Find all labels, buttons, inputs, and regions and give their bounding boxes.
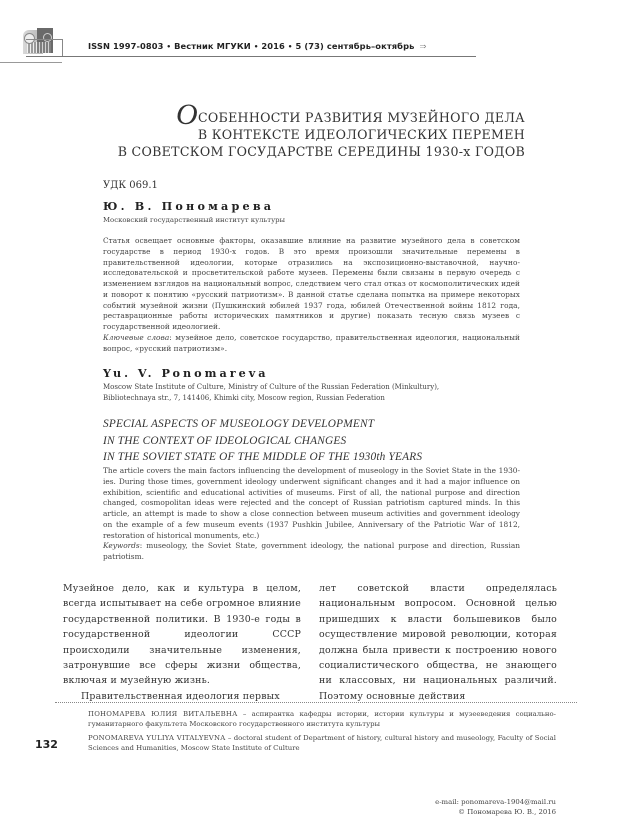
- title-line: В КОНТЕКСТЕ ИДЕОЛОГИЧЕСКИХ ПЕРЕМЕН: [197, 127, 525, 142]
- body-column-right: [319, 581, 557, 704]
- header-rule: [26, 56, 476, 57]
- article-title-en: [103, 416, 422, 466]
- affiliation-line: Bibliotechnaya str., 7, 141406, Khimki city, Moscow region, Russian Federation: [103, 394, 385, 402]
- keywords-ru: [103, 333, 520, 355]
- logo-underline: [0, 62, 62, 63]
- abstract-en: [103, 466, 520, 563]
- year: 2016: [261, 41, 285, 51]
- author-note-en: [88, 733, 556, 754]
- body-column-left: [63, 581, 301, 704]
- udk-code: УДК 069.1: [103, 180, 158, 191]
- author-name-en: Yu. V. Ponomareva: [103, 366, 269, 380]
- author-name-ru: Ю. В. Пономарева: [103, 199, 275, 213]
- title-line: СОБЕННОСТИ РАЗВИТИЯ МУЗЕЙНОГО ДЕЛА: [197, 110, 525, 125]
- paragraph: лет советской власти определялась национальным вопросом. Основной целью пришедших к власти большевиков было осуществление мировой революции, которая должна была привести к построению нового социалистического общества, не знающего ни классовых, ни национальных различий. Поэтому основные действия: [319, 583, 557, 702]
- footnote-divider: [55, 702, 577, 703]
- contact-block: [435, 797, 556, 817]
- affiliation-line: Moscow State Institute of Culture, Ministry of Culture of the Russian Federation (Minkultury),: [103, 383, 440, 391]
- paragraph: Музейное дело, как и культура в целом, всегда испытывает на себе огромное влияние государственной политики. В 1930-е годы в государственной идеологии СССР происходили значительные изменения, затронувшие все сферы жизни общества, включая и музейную жизнь.: [63, 583, 301, 687]
- issue: 5 (73) сентябрь–октябрь: [295, 41, 415, 51]
- note-text: – аспирантка кафедры истории, истории культуры и музееведения социально-гуманитарного факультета Московского государственного института культуры: [88, 710, 556, 729]
- keywords-label: Keywords: [103, 541, 140, 551]
- author-notes: [88, 709, 556, 756]
- paragraph: Правительственная идеология первых: [81, 690, 280, 702]
- keywords-text: : музейное дело, советское государство, правительственная идеология, национальный вопрос, «русский патриотизм».: [103, 332, 520, 353]
- title-line: IN THE SOVIET STATE OF THE MIDDLE OF THE 1930th YEARS: [103, 451, 423, 463]
- running-header: [88, 41, 427, 51]
- separator: •: [253, 43, 259, 51]
- abstract-text: Статья освещает основные факторы, оказавшие влияние на развитие музейного дела в советском государстве в период 1930-х годов. В это время произошли значительные перемены в правительственной идеологии, которые отразились на экспозиционно-выставочной, научно-исследовательской и просветительской работе музеев. Перемены были связаны в первую очередь с изменением взглядов на национальный вопрос, следствием чего стал отказ от космополитических идей и поворот к понятию «русский патриотизм». В данной статье сделана попытка на примере некоторых событий музейной жизни (Пушкинский юбилей 1937 года, юбилей Отечественной войны 1812 года, реставрационные работы исторических памятников и другие) показать тесную связь музеев с государственной идеологией.: [103, 236, 520, 331]
- note-text: – doctoral student of Department of history, cultural history and museology, Faculty of Social Sciences and Humanities, Moscow State Institute of Culture: [88, 733, 556, 752]
- keywords-text: : museology, the Soviet State, government ideology, the national purpose and direction, Russian patriotism.: [103, 541, 520, 561]
- copyright: © Пономарева Ю. В., 2016: [458, 808, 556, 816]
- title-line: SPECIAL ASPECTS OF MUSEOLOGY DEVELOPMENT: [103, 418, 375, 430]
- affiliation-ru: Московский государственный институт культуры: [103, 216, 286, 224]
- abstract-ru: [103, 236, 520, 354]
- keywords-label: Ключевые слова: [103, 332, 170, 342]
- journal-name: Вестник МГУКИ: [174, 41, 251, 51]
- keywords-en: [103, 541, 520, 563]
- separator: •: [287, 43, 293, 51]
- email-link[interactable]: e-mail: ponomareva-1904@mail.ru: [435, 798, 556, 806]
- author-fullname-en: PONOMAREVA YULIYA VITALYEVNA: [88, 733, 226, 742]
- separator: •: [166, 43, 172, 51]
- title-line: В СОВЕТСКОМ ГОСУДАРСТВЕ СЕРЕДИНЫ 1930-х ГОДОВ: [117, 144, 525, 159]
- page-number: 132: [35, 738, 58, 751]
- issn: ISSN 1997-0803: [88, 41, 164, 51]
- affiliation-en: [103, 382, 523, 404]
- abstract-text: The article covers the main factors influencing the development of museology in the Soviet State in the 1930-ies. During those times, government ideology underwent significant changes and it had a major influence on exhibition, scientific and educational activities of museums. First of all, the national purpose and direction changed, cosmopolitan ideas were rejected and the concept of Russian patriotism captured minds. In this article, an attempt is made to show a close connection between museum activities and government ideology on the example of a few museum events (1937 Pushkin Jubilee, Anniversary of the Patriotic War of 1812, restoration of historical monuments, etc.): [103, 466, 520, 540]
- title-line: IN THE CONTEXT OF IDEOLOGICAL CHANGES: [103, 434, 347, 447]
- article-title-ru: [117, 98, 525, 160]
- author-note-ru: [88, 709, 556, 730]
- author-fullname-ru: ПОНОМАРЕВА ЮЛИЯ ВИТАЛЬЕВНА: [88, 710, 238, 718]
- logo-frame: [26, 39, 63, 57]
- drop-cap: О: [175, 98, 198, 131]
- arrow-right-icon: ⇒: [419, 41, 427, 51]
